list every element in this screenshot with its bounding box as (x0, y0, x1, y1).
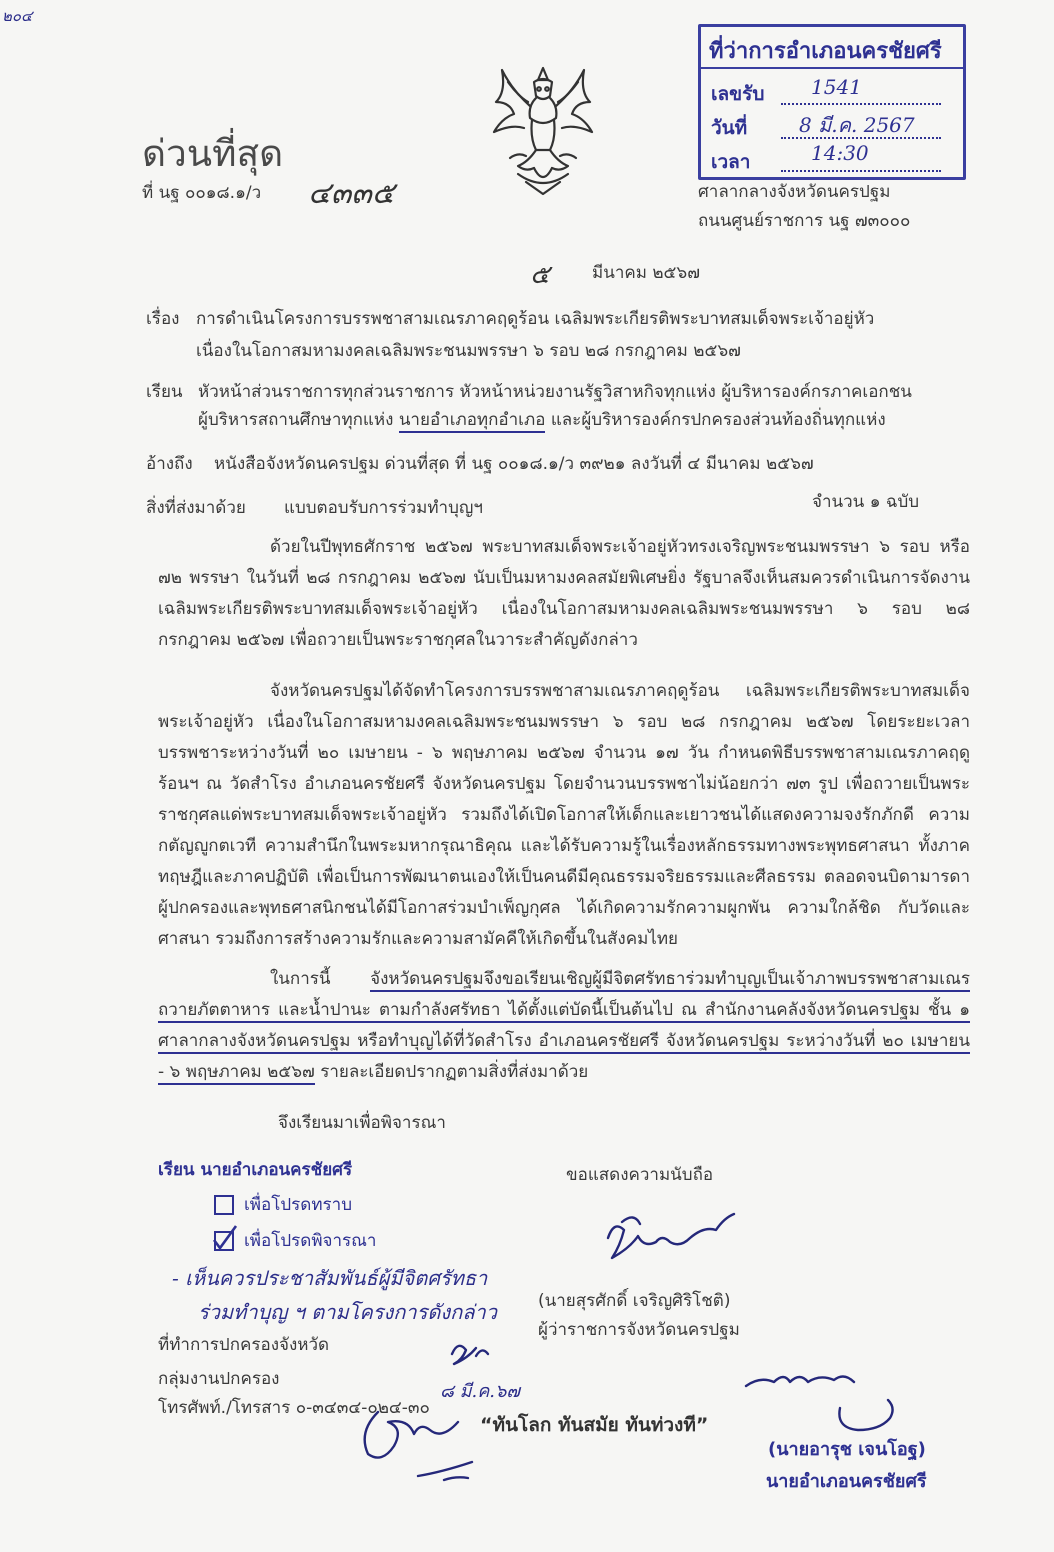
enclosure-count: จำนวน ๑ ฉบับ (812, 492, 920, 512)
date-month-year: มีนาคม ๒๕๖๗ (592, 263, 701, 283)
to-line-2a: ผู้บริหารสถานศึกษาทุกแห่ง (198, 410, 394, 430)
body-paragraph-3-lead: ในการนี้ (270, 969, 331, 989)
to-line-2c: และผู้บริหารองค์กรปกครองส่วนท้องถิ่นทุกแห่ง (550, 410, 886, 430)
governor-signature (600, 1208, 750, 1278)
to-line-2-district-chief: นายอำเภอทุกอำเภอ (399, 410, 546, 433)
body-paragraph-3-tail: รายละเอียดปรากฏตามสิ่งที่ส่งมาด้วย (320, 1062, 589, 1082)
footer-slogan: “ทันโลก ทันสมัย ทันท่วงที” (480, 1414, 709, 1436)
enclosure-text: แบบตอบรับการร่วมทำบุญฯ (284, 498, 483, 518)
reference-text: หนังสือจังหวัดนครปฐม ด่วนที่สุด ที่ นฐ ๐๐๑๘.๑/ว ๓๙๒๑ ลงวันที่ ๔ มีนาคม ๒๕๖๗ (214, 454, 814, 474)
initials-signature (446, 1336, 506, 1376)
regards-line: ขอแสดงความนับถือ (566, 1165, 714, 1185)
body-paragraph-3 (158, 964, 970, 1088)
address-line-2: ถนนศูนย์ราชการ นฐ ๗๓๐๐๐ (698, 211, 911, 231)
note-to-line: เรียน นายอำเภอนครชัยศรี (158, 1160, 353, 1180)
body-paragraph-3-underlined: จังหวัดนครปฐมจึงขอเรียนเชิญผู้มีจิตศรัทธาร่วมทำบุญเป็นเจ้าภาพบรรพชาสามเณรถวายภัตตาหาร และน้ำปานะ ตามกำลังศรัทธา ได้ตั้งแต่บัดนี้เป็นต้นไป ณ สำนักงานคลังจังหวัดนครปฐม ชั้น ๑ ศาลากลางจังหวัดนครปฐม หรือทำบุญได้ที่วัดสำโรง อำเภอนครชัยศรี จังหวัดนครปฐม ระหว่างวันที่ ๒๐ เมษายน - ๖ พฤษภาคม ๒๕๖๗ (158, 969, 970, 1085)
footer-group: กลุ่มงานปกครอง (158, 1369, 280, 1389)
address-line-1: ศาลากลางจังหวัดนครปฐม (698, 182, 891, 202)
subject-line-2: เนื่องในโอกาสมหามงคลเฉลิมพระชนมพรรษา ๖ รอบ ๒๘ กรกฎาคม ๒๕๖๗ (196, 341, 741, 361)
stamp-date-label: วันที่ (711, 117, 748, 139)
body-paragraph-1-text: ด้วยในปีพุทธศักราช ๒๕๖๗ พระบาทสมเด็จพระเจ้าอยู่หัวทรงเจริญพระชนมพรรษา ๖ รอบ หรือ ๗๒ พรรษา ในวันที่ ๒๘ กรกฎาคม ๒๕๖๗ นับเป็นมหามงคลสมัยพิเศษยิ่ง รัฐบาลจึงเห็นสมควรดำเนินการจัดงานเฉลิมพระเกียรติพระบาทสมเด็จพระเจ้าอยู่หัว เนื่องในโอกาสมหามงคลเฉลิมพระชนมพรรษา ๖ รอบ ๒๘ กรกฎาคม ๒๕๖๗ เพื่อถวายเป็นพระราชกุศลในวาระสำคัญดังกล่าว (158, 537, 970, 650)
urgency-label: ด่วนที่สุด (142, 132, 284, 175)
subject-label: เรื่อง (146, 309, 180, 329)
district-chief-name: (นายอารุช เจนโอฐ) (768, 1439, 926, 1460)
note-handwritten-2: ร่วมทำบุญ ฯ ตามโครงการดังกล่าว (198, 1300, 497, 1324)
corner-mark: ๒๐๔ (2, 7, 33, 25)
stamp-time-value: 14:30 (811, 141, 869, 165)
body-paragraph-2-text: จังหวัดนครปฐมได้จัดทำโครงการบรรพชาสามเณรภาคฤดูร้อน เฉลิมพระเกียรติพระบาทสมเด็จพระเจ้าอยู่หัว เนื่องในโอกาสมหามงคลเฉลิมพระชนมพรรษา ๖ รอบ ๒๘ กรกฎาคม ๒๕๖๗ โดยระยะเวลาบรรพชาระหว่างวันที่ ๒๐ เมษายน - ๖ พฤษภาคม ๒๕๖๗ จำนวน ๑๗ วัน กำหนดพิธีบรรพชาสามเณรภาคฤดูร้อนฯ ณ วัดสำโรง อำเภอนครชัยศรี จังหวัดนครปฐม โดยจำนวนบรรพชาไม่น้อยกว่า ๗๓ รูป เพื่อถวายเป็นพระราชกุศลแด่พระบาทสมเด็จพระเจ้าอยู่หัว รวมถึงได้เปิดโอกาสให้เด็กและเยาวชนได้แสดงความจงรักภักดี ความกตัญญูกตเวที ความสำนึกในพระมหากรุณาธิคุณ และได้รับความรู้ในเรื่องหลักธรรมทางพระพุทธศาสนา ทั้งภาคทฤษฎีและภาคปฏิบัติ เพื่อเป็นการพัฒนาตนเองให้เป็นคนดีมีคุณธรรมจริยธรรมและศีลธรรม ตลอดจนบิดามารดา ผู้ปกครองและพุทธศาสนิกชนได้มีโอกาสร่วมบำเพ็ญกุศล ได้เกิดความรักความผูกพัน ความใกล้ชิด กับวัดและศาสนา รวมถึงการสร้างความรักและความสามัคคีให้เกิดขึ้นในสังคมไทย (158, 681, 970, 949)
note-option-1-label: เพื่อโปรดทราบ (244, 1195, 352, 1215)
district-chief-signature (740, 1364, 920, 1444)
note-option-1 (214, 1191, 352, 1218)
enclosure-label: สิ่งที่ส่งมาด้วย (146, 498, 246, 518)
body-paragraph-2 (158, 676, 970, 955)
stamp-date-value: 8 มี.ค. 2567 (799, 113, 915, 137)
to-line-1: หัวหน้าส่วนราชการทุกส่วนราชการ หัวหน้าหน่วยงานรัฐวิสาหกิจทุกแห่ง ผู้บริหารองค์กรภาคเอกชน (198, 382, 912, 402)
subject-line-1: การดำเนินโครงการบรรพชาสามเณรภาคฤดูร้อน เฉลิมพระเกียรติพระบาทสมเด็จพระเจ้าอยู่หัว (196, 309, 875, 329)
body-paragraph-1 (158, 532, 970, 656)
stamp-received-value: 1541 (811, 75, 862, 99)
reference-label: อ้างถึง (146, 454, 193, 474)
district-chief-position: นายอำเภอนครชัยศรี (766, 1471, 927, 1492)
note-option-2-label: เพื่อโปรดพิจารณา (244, 1231, 377, 1251)
stamp-received-label: เลขรับ (711, 83, 765, 105)
note-initial-date: ๘ มี.ค.๖๗ (440, 1381, 520, 1402)
governor-position: ผู้ว่าราชการจังหวัดนครปฐม (538, 1320, 740, 1340)
stamp-title: ที่ว่าการอำเภอนครชัยศรี (709, 39, 942, 64)
governor-name: (นายสุรศักดิ์ เจริญศิริโชติ) (538, 1291, 731, 1311)
date-day: ๕ (530, 260, 550, 290)
check-mark-icon (210, 1222, 240, 1252)
closing-line: จึงเรียนมาเพื่อพิจารณา (278, 1113, 446, 1133)
stamp-time-label: เวลา (711, 151, 751, 173)
clerk-signature (348, 1392, 488, 1492)
footer-office: ที่ทำการปกครองจังหวัด (158, 1335, 330, 1355)
to-line-2 (198, 409, 886, 431)
garuda-emblem (488, 62, 598, 202)
receipt-stamp (698, 24, 966, 180)
checkbox-inform (214, 1195, 234, 1215)
to-label: เรียน (146, 382, 183, 402)
footer-phone: โทรศัพท์./โทรสาร ๐-๓๔๓๔-๐๒๔-๓๐ (158, 1398, 430, 1418)
note-handwritten-1: - เห็นควรประชาสัมพันธ์ผู้มีจิตศรัทธา (172, 1266, 488, 1290)
reference-number: ๔๓๓๕ (308, 176, 395, 211)
reference-prefix: ที่ นฐ ๐๐๑๘.๑/ว (142, 183, 262, 203)
